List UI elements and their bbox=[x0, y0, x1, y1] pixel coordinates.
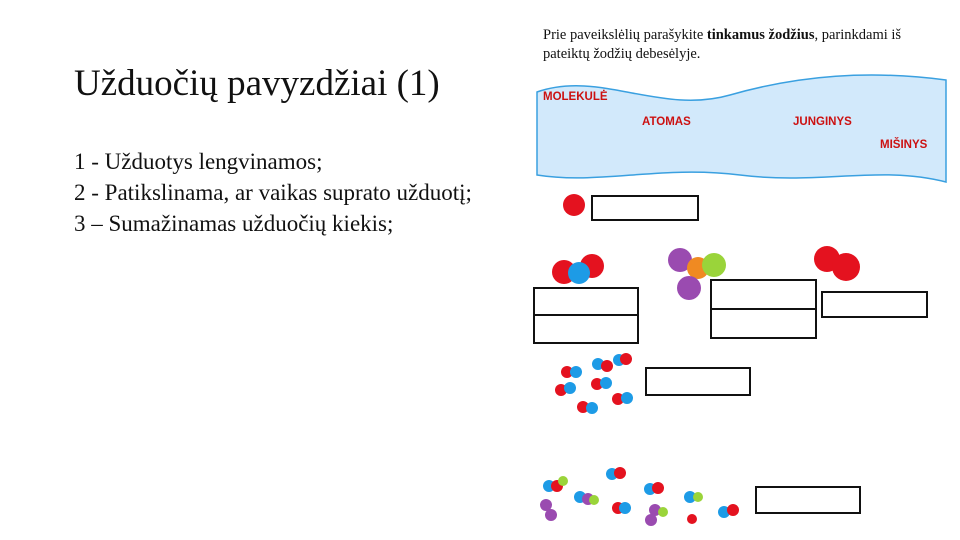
instruction-text: Prie paveikslėlių parašykite bbox=[543, 27, 707, 43]
answer-box-divider bbox=[535, 314, 637, 316]
answer-box-5[interactable] bbox=[645, 367, 751, 396]
word-misinys: MIŠINYS bbox=[880, 139, 928, 151]
instruction-text-end: , parinkdami iš pateiktų žodžių debesėlyje. bbox=[543, 27, 902, 62]
instruction-bold-text: tinkamus žodžius bbox=[706, 27, 815, 43]
answer-box-divider bbox=[712, 308, 815, 310]
word-atomas: ATOMAS bbox=[642, 116, 691, 128]
answer-box-2[interactable] bbox=[533, 287, 639, 344]
bullet-item: 3 – Sumažinamas užduočių kiekis; bbox=[74, 211, 394, 236]
answer-box-4[interactable] bbox=[821, 291, 928, 318]
answer-box-1[interactable] bbox=[591, 195, 699, 221]
bullet-item: 2 - Patikslinama, ar vaikas suprato užduotį; bbox=[74, 180, 472, 205]
word-molekule: MOLEKULĖ bbox=[543, 91, 608, 103]
answer-box-6[interactable] bbox=[755, 486, 861, 514]
answer-box-3[interactable] bbox=[710, 279, 817, 339]
word-junginys: JUNGINYS bbox=[793, 116, 852, 128]
bullet-item: 1 - Užduotys lengvinamos; bbox=[74, 149, 323, 174]
slide-title: Užduočių pavyzdžiai (1) bbox=[74, 63, 440, 104]
